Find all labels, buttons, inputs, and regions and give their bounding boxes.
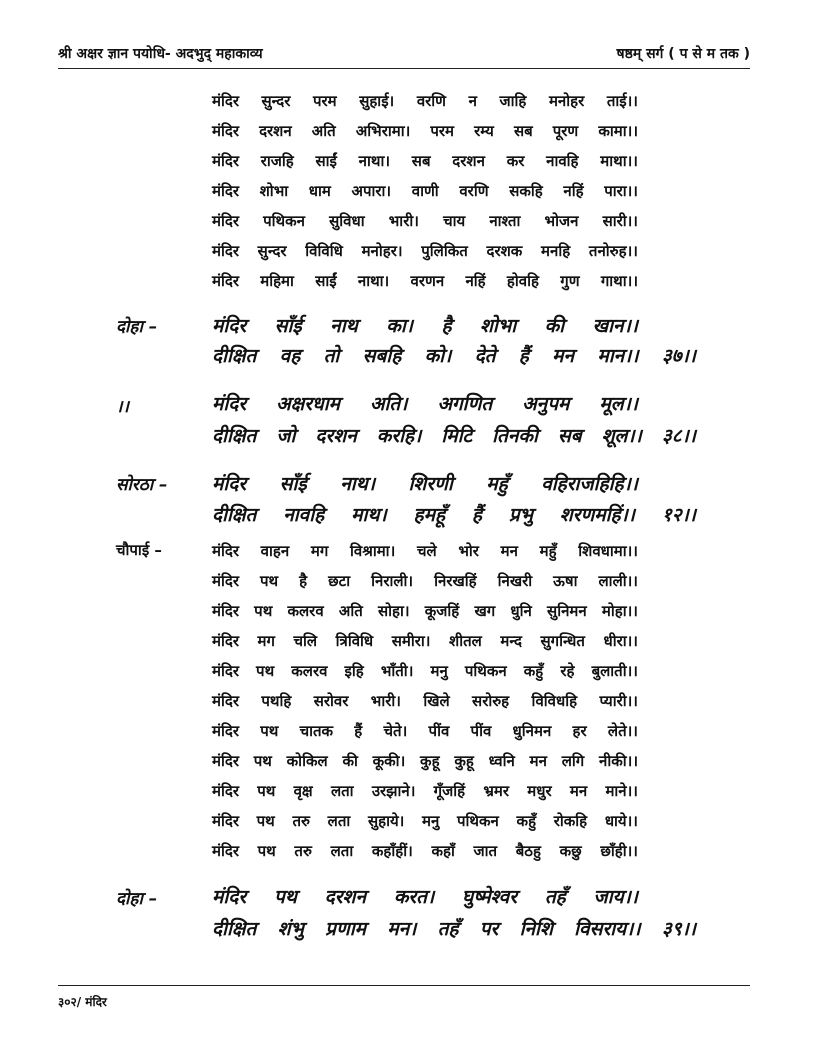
- verse-line: मंदिर वाहन मग विश्रामा। चले भोर मन महुँ शिवधामा।।: [212, 542, 638, 560]
- page-footer: ३०२/ मंदिर: [58, 995, 107, 1009]
- verse-line: मंदिर पथ तरु लता कहाँहीं। कहाँ जात बैठहु कछु छाँही।।: [212, 842, 638, 860]
- doha-line: मंदिर साँई नाथ का। है शोभा की खान।।: [212, 315, 638, 337]
- footer-rule: [58, 985, 750, 986]
- doha-label: दोहा –: [116, 889, 158, 909]
- verse-line: मंदिर सुन्दर परम सुहाई। वरणि न जाहि मनोहर ताई।।: [212, 92, 638, 110]
- verse-line: मंदिर महिमा साईं नाथा। वरणन नहिं होवहि गुण गाथा।।: [212, 272, 638, 290]
- verse-line: मंदिर पथहि सरोवर भारी। खिले सरोरुह विविधहि प्यारी।।: [212, 692, 638, 710]
- verse-line: मंदिर मग चलि त्रिविधि समीरा। शीतल मन्द सुगन्धित धीरा।।: [212, 632, 638, 650]
- verse-line: मंदिर पथ वृक्ष लता उरझाने। गूँजहिं भ्रमर मधुर मन माने।।: [212, 782, 638, 800]
- running-header: [58, 44, 750, 66]
- sortha-line: दीक्षित नावहि माथ। हमहूँ हैं प्रभु शरणमहिं।। १२।।: [212, 504, 696, 526]
- doha-line: दीक्षित वह तो सबहि को। देते हैं मन मान।। ३७।।: [212, 345, 696, 367]
- chaupai-label: चौपाई –: [116, 541, 162, 559]
- verse-line: मंदिर पथिकन सुविधा भारी। चाय नाश्ता भोजन सारी।।: [212, 212, 638, 230]
- verse-line: मंदिर पथ कोकिल की कूकी। कुहू कुहू ध्वनि मन लगि नीकी।।: [212, 752, 638, 770]
- verse-line: मंदिर पथ कलरव अति सोहा। कूजहिं खग धुनि सुनिमन मोहा।।: [212, 602, 638, 620]
- verse-line: मंदिर पथ चातक हैं चेते। पींव पींव धुनिमन हर लेते।।: [212, 722, 638, 740]
- verse-line: मंदिर पथ कलरव इहि भाँती। मनु पथिकन कहुँ रहे बुलाती।।: [212, 662, 638, 680]
- doha-line: दीक्षित शंभु प्रणाम मन। तहँ पर निशि विसराय।। ३९।।: [212, 918, 696, 940]
- verse-line: मंदिर शोभा धाम अपारा। वाणी वरणि सकहि नहिं पारा।।: [212, 182, 638, 200]
- header-rule: [58, 68, 750, 69]
- verse-line: मंदिर पथ है छटा निराली। निरखहिं निखरी ऊषा लाली।।: [212, 572, 638, 590]
- verse-line: मंदिर राजहि साईं नाथा। सब दरशन कर नावहि माथा।।: [212, 152, 638, 170]
- verse-line: मंदिर दरशन अति अभिरामा। परम रम्य सब पूरण कामा।।: [212, 122, 638, 140]
- sortha-line: मंदिर साँई नाथ। शिरणी महुँ वहिराजहिहि।।: [212, 473, 638, 495]
- doha-line: दीक्षित जो दरशन करहि। मिटि तिनकी सब शूल।। ३८।।: [212, 425, 696, 447]
- doha-line: मंदिर पथ दरशन करत। घुष्मेश्वर तहँ जाय।।: [212, 886, 638, 908]
- chapter-title: षष्ठम् सर्ग ( प से म तक ): [616, 46, 750, 62]
- doha-label: ।।: [116, 397, 129, 417]
- sortha-label: सोरठा –: [116, 475, 168, 495]
- verse-line: मंदिर पथ तरु लता सुहाये। मनु पथिकन कहुँ रोकहि धाये।।: [212, 812, 638, 830]
- verse-line: मंदिर सुन्दर विविधि मनोहर। पुलिकित दरशक मनहि तनोरुह।।: [212, 242, 638, 260]
- doha-label: दोहा –: [116, 317, 158, 337]
- book-title: श्री अक्षर ज्ञान पयोधि- अदभुद् महाकाव्य: [58, 46, 263, 62]
- doha-line: मंदिर अक्षरधाम अति। अगणित अनुपम मूल।।: [212, 393, 638, 415]
